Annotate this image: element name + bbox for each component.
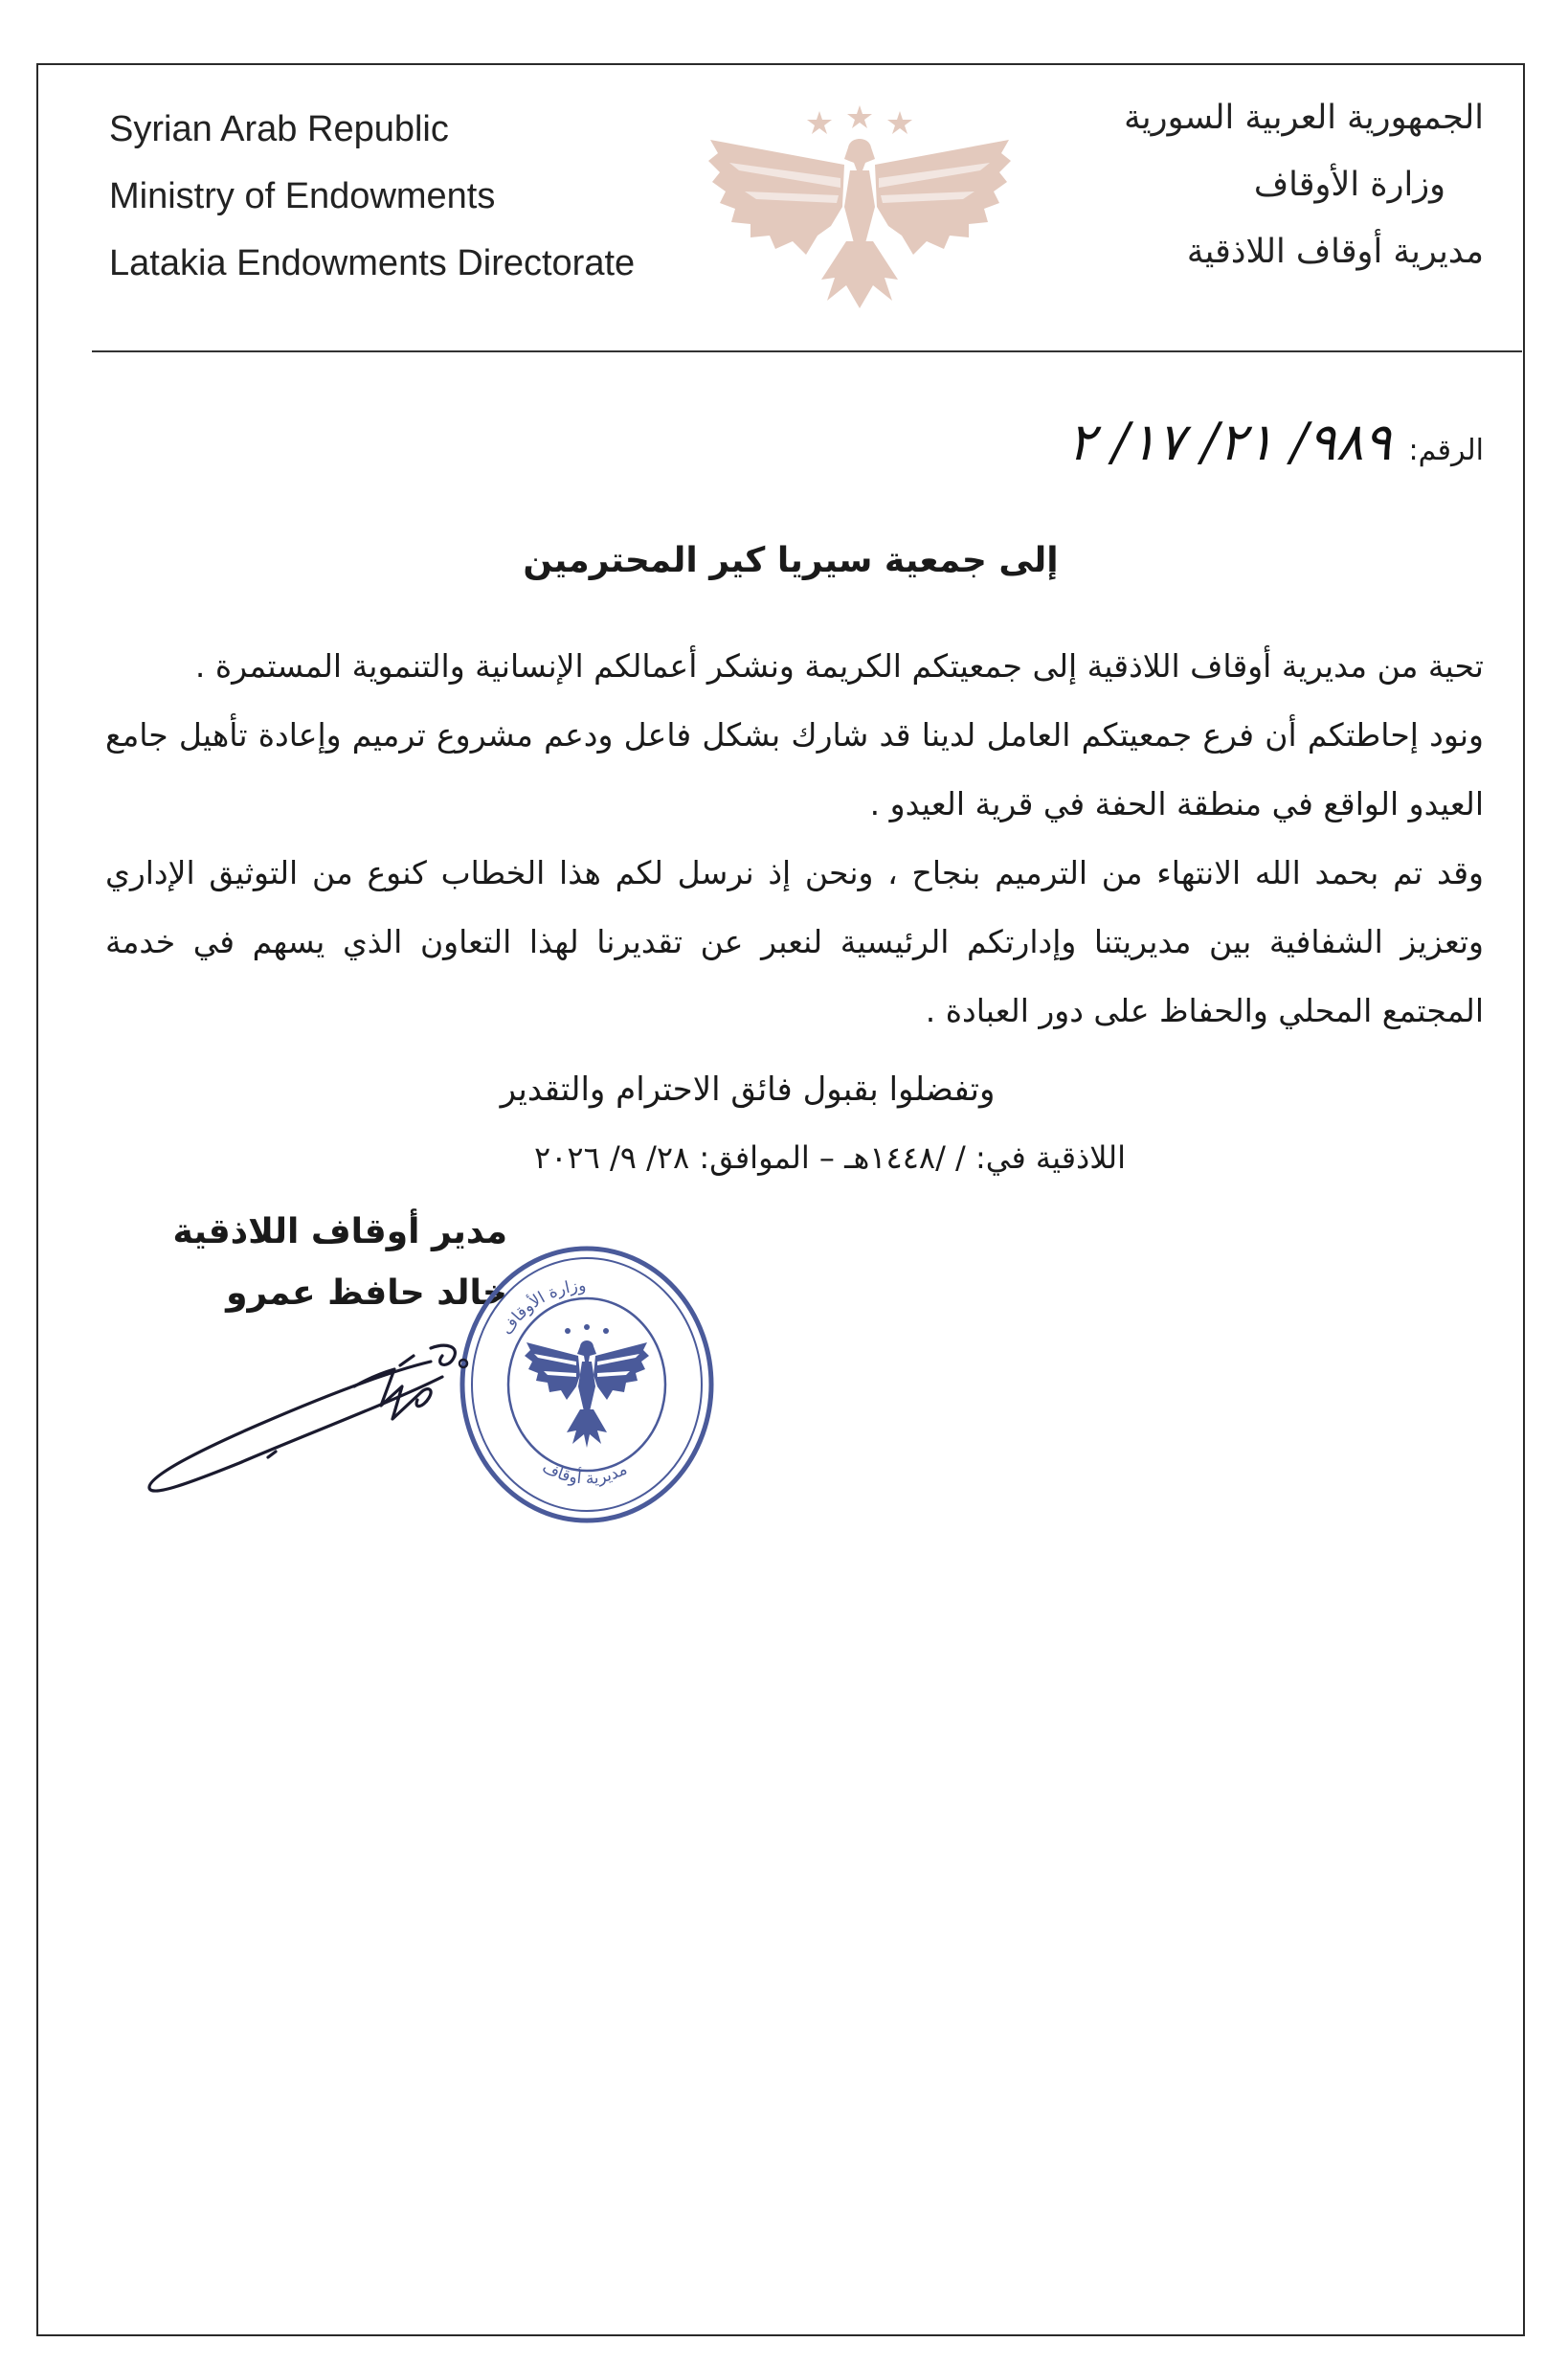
- header-arabic: [986, 84, 1484, 285]
- seal-text-top: وزارة الأوقاف: [497, 1275, 587, 1340]
- reference-number: [1067, 412, 1484, 472]
- header-ar-directorate: مديرية أوقاف اللاذقية: [1186, 233, 1484, 271]
- header-en-country: Syrian Arab Republic: [109, 109, 449, 149]
- body-paragraph-greeting: تحية من مديرية أوقاف اللاذقية إلى جمعيتكم الكريمة ونشكر أعمالكم الإنسانية والتنموية المستمرة .: [194, 647, 1484, 685]
- signer-title: مدير أوقاف اللاذقية: [172, 1212, 507, 1251]
- signer-name: خالد حافظ عمرو: [226, 1273, 507, 1313]
- document-border: [36, 63, 1525, 2336]
- body-paragraph-completion: وقد تم بحمد الله الانتهاء من الترميم بنجاح ، ونحن إذ نرسل لكم هذا الخطاب كنوع من التوثيق الإداري وتعزيز الشفافية بين مديريتنا وإدارتكم الرئيسية لنعبر عن تقديرنا لهذا التعاون الذي يسهم في خدمة المجتمع المحلي والحفاظ على دور العبادة .: [105, 854, 1484, 1029]
- svg-text:وزارة الأوقاف: [498, 1276, 587, 1339]
- seal-text-bottom: مديرية أوقاف: [539, 1457, 631, 1489]
- header-divider: [92, 350, 1522, 352]
- header-en-ministry: Ministry of Endowments: [109, 176, 496, 216]
- reference-value: ٩٨٩/ ٢١/ ١٧/ ٢: [1067, 412, 1392, 472]
- header-ar-ministry: وزارة الأوقاف: [1253, 166, 1445, 204]
- header-ar-country: الجمهورية العربية السورية: [1124, 99, 1484, 137]
- reference-label: الرقم:: [1408, 434, 1484, 467]
- closing-line: وتفضلوا بقبول فائق الاحترام والتقدير: [500, 1070, 996, 1109]
- svg-text:مديرية أوقاف: [539, 1457, 630, 1488]
- header-en-directorate: Latakia Endowments Directorate: [109, 243, 636, 283]
- date-line: اللاذقية في: / /١٤٤٨هـ – الموافق: ٢٨/ ٩/ ٢٠٢٦: [534, 1139, 1126, 1176]
- handwritten-signature: [144, 1319, 507, 1501]
- header-english: [109, 96, 645, 297]
- letter-body: [105, 632, 1484, 1046]
- body-paragraph-project: ونود إحاطتكم أن فرع جمعيتكم العامل لدينا قد شارك بشكل فاعل ودعم مشروع ترميم وإعادة تأهيل جامع العيدو الواقع في منطقة الحفة في قرية العيدو .: [105, 716, 1484, 822]
- eagle-emblem-icon: [706, 82, 1013, 312]
- addressee: إلى جمعية سيريا كير المحترمين: [523, 541, 1059, 580]
